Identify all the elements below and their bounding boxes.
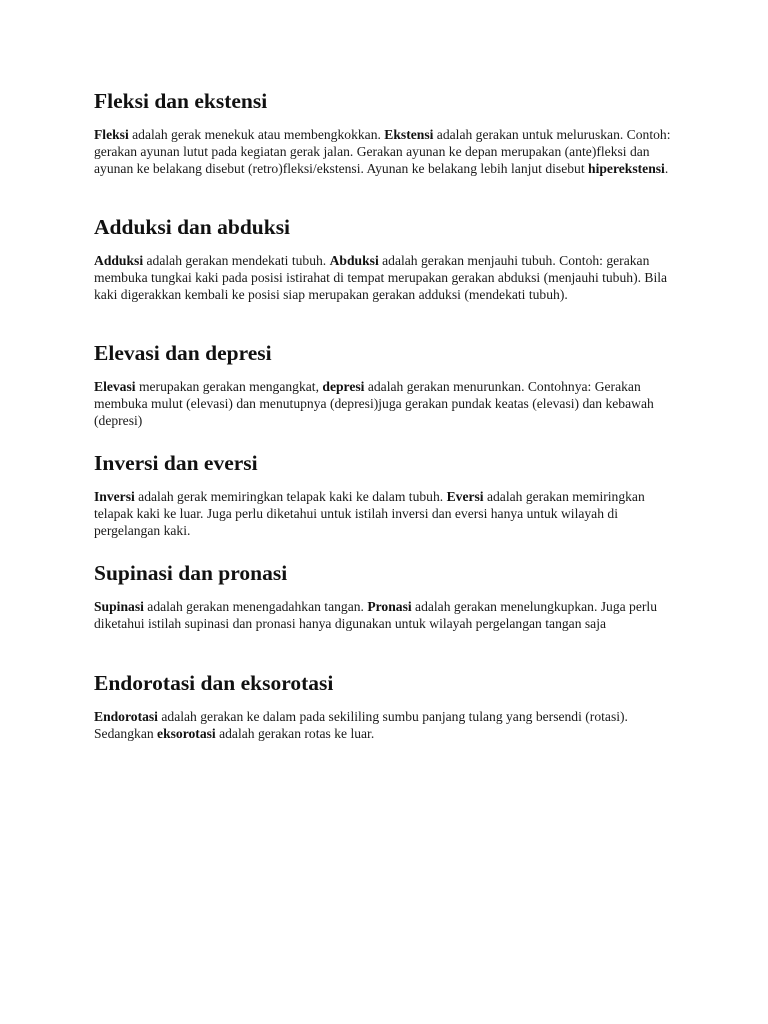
section-paragraph: Elevasi merupakan gerakan mengangkat, depresi adalah gerakan menurunkan. Contohnya: Gerakan membuka mulut (elevasi) dan menutupnya (depresi)juga gerakan pundak keatas (elevasi) dan kebawah (depresi) <box>94 379 654 429</box>
term-adduksi: Adduksi <box>94 253 144 268</box>
section-paragraph: Adduksi adalah gerakan mendekati tubuh. Abduksi adalah gerakan menjauhi tubuh. Contoh: gerakan membuka tungkai kaki pada posisi istirahat di tempat merupakan gerakan abduksi (menjauhi tubuh). Bila kaki digerakkan kembali ke posisi siap merupakan gerakan adduksi (mendekati tubuh). <box>94 253 668 303</box>
term-abduksi: Abduksi <box>329 253 379 268</box>
section-heading: Adduksi dan abduksi <box>94 215 291 239</box>
term-ekstensi: Ekstensi <box>384 127 434 142</box>
term-pronasi: Pronasi <box>367 599 412 614</box>
section-elevasi-depresi <box>94 340 684 446</box>
section-supinasi-pronasi <box>94 560 684 648</box>
term-eksorotasi: eksorotasi <box>157 726 216 742</box>
term-eversi: Eversi <box>446 489 484 504</box>
section-heading: Supinasi dan pronasi <box>94 561 288 585</box>
section-adduksi-abduksi <box>94 214 684 320</box>
term-endorotasi: Endorotasi <box>94 709 158 724</box>
term-depresi: depresi <box>322 379 365 394</box>
section-heading: Inversi dan eversi <box>94 451 258 475</box>
section-heading: Endorotasi dan eksorotasi <box>94 671 334 695</box>
term-inversi: Inversi <box>94 489 135 504</box>
term-fleksi: Fleksi <box>94 127 129 142</box>
term-elevasi: Elevasi <box>94 379 136 394</box>
section-paragraph: Fleksi adalah gerak menekuk atau membengkokkan. Ekstensi adalah gerakan untuk meluruskan. Contoh: gerakan ayunan lutut pada kegiatan gerak jalan. Gerakan ayunan ke depan merupakan (ante)fleksi dan ayunan ke belakang disebut (retro)fleksi/ekstensi. Ayunan ke belakang lebih lanjut disebut hiperekstensi. <box>94 127 671 177</box>
section-endorotasi-eksorotasi <box>94 670 684 758</box>
section-fleksi-ekstensi <box>94 88 684 194</box>
section-heading: Elevasi dan depresi <box>94 341 272 365</box>
term-hiperekstensi: hiperekstensi <box>588 161 665 177</box>
section-inversi-eversi <box>94 450 684 556</box>
term-supinasi: Supinasi <box>94 599 144 614</box>
section-paragraph: Endorotasi adalah gerakan ke dalam pada sekililing sumbu panjang tulang yang bersendi (rotasi). Sedangkan eksorotasi adalah gerakan rotas ke luar. <box>94 709 628 742</box>
section-heading: Fleksi dan ekstensi <box>94 89 268 113</box>
section-paragraph: Inversi adalah gerak memiringkan telapak kaki ke dalam tubuh. Eversi adalah gerakan memiringkan telapak kaki ke luar. Juga perlu diketahui untuk istilah inversi dan eversi hanya untuk wilayah di pergelangan kaki. <box>94 489 645 539</box>
section-paragraph: Supinasi adalah gerakan menengadahkan tangan. Pronasi adalah gerakan menelungkupkan. Juga perlu diketahui istilah supinasi dan pronasi hanya digunakan untuk wilayah pergelangan tangan saja <box>94 599 657 632</box>
